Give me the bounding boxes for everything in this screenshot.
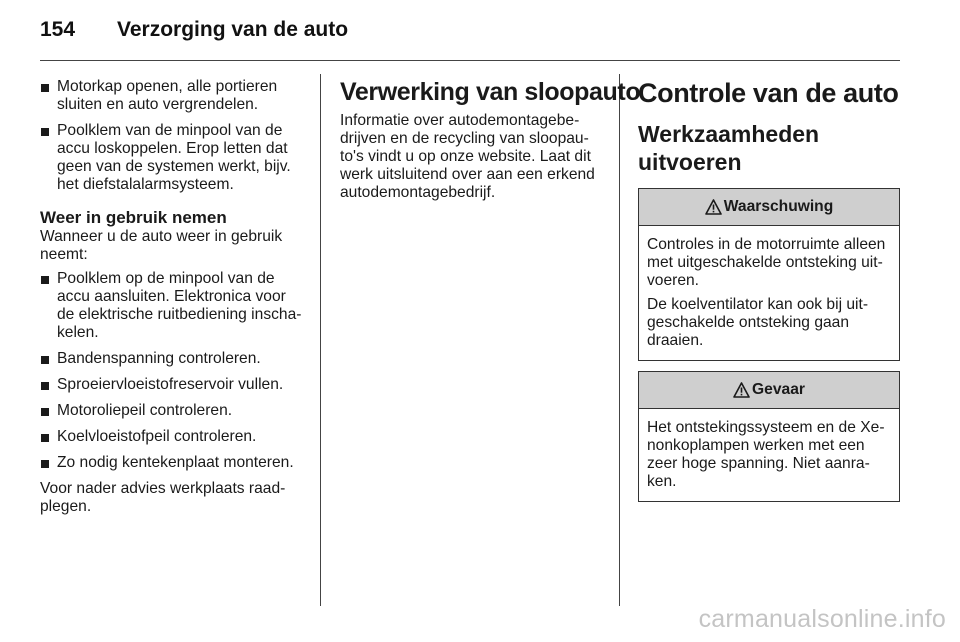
column-divider-1 <box>320 74 321 606</box>
warning-body <box>639 226 899 360</box>
intro-text: Wanneer u de auto weer in gebruik neemt: <box>40 228 283 263</box>
warning-paragraph: Controles in de motorruimte alleen met uitgeschakelde ontsteking uitvoeren. <box>647 236 886 289</box>
list-item: Koelvloeistofpeil controleren. <box>40 428 306 446</box>
section-heading-sloopauto: Verwerking van sloopauto <box>340 78 641 106</box>
subsection-heading-werkzaamheden: Werkzaamheden uitvoeren <box>638 121 820 175</box>
column-2 <box>340 78 641 208</box>
warning-paragraph: De koelventilator kan ook bij uitgeschakelde ontsteking gaan draaien. <box>647 296 869 349</box>
list-item: Zo nodig kentekenplaat monteren. <box>40 454 306 472</box>
warning-triangle-icon <box>705 199 722 215</box>
warning-title: Waarschuwing <box>723 198 834 215</box>
warning-callout <box>638 188 900 361</box>
closing-text: Voor nader advies werkplaats raadplegen. <box>40 480 286 515</box>
list-item: Poolklem van de minpool van de accu loskoppelen. Erop letten dat geen van de systemen werkt, bijv. het diefstalalarmsysteem. <box>40 122 306 194</box>
danger-paragraph: Het ontstekingssysteem en de Xenonkoplampen werken met een zeer hoge spanning. Niet aanraken. <box>647 419 885 490</box>
danger-callout <box>638 371 900 502</box>
running-title: Verzorging van de auto <box>117 18 349 41</box>
list-item: Poolklem op de minpool van de accu aansluiten. Elektronica voor de elektrische ruitbediening inschakelen. <box>40 270 306 342</box>
square-bullet-icon <box>41 84 49 92</box>
square-bullet-icon <box>41 382 49 390</box>
list-item: Motoroliepeil controleren. <box>40 402 306 420</box>
square-bullet-icon <box>41 128 49 136</box>
bullet-list-storage <box>40 78 306 194</box>
watermark: carmanualsonline.info <box>698 605 946 633</box>
subheading-weer-in-gebruik: Weer in gebruik nemen <box>40 208 227 227</box>
list-item: Bandenspanning controleren. <box>40 350 306 368</box>
list-item: Motorkap openen, alle portieren sluiten en auto vergrendelen. <box>40 78 306 114</box>
sloopauto-body: Informatie over autodemontagebedrijven en de recycling van sloopauto's vindt u op onze website. Laat dit werk uitsluitend over aan een erkend autodemontagebedrijf. <box>340 112 595 201</box>
warning-header <box>639 189 899 226</box>
column-divider-2 <box>619 74 620 606</box>
list-item: Sproeiervloeistofreservoir vullen. <box>40 376 306 394</box>
danger-body <box>639 409 899 501</box>
square-bullet-icon <box>41 276 49 284</box>
square-bullet-icon <box>41 460 49 468</box>
danger-title: Gevaar <box>752 381 805 398</box>
column-1 <box>40 78 306 522</box>
section-heading-controle: Controle van de auto <box>638 78 899 108</box>
danger-header <box>639 372 899 409</box>
column-3 <box>638 78 900 512</box>
square-bullet-icon <box>41 356 49 364</box>
square-bullet-icon <box>41 408 49 416</box>
page-number: 154 <box>40 18 76 41</box>
square-bullet-icon <box>41 434 49 442</box>
header-rule <box>40 60 900 61</box>
warning-triangle-icon <box>733 382 750 398</box>
bullet-list-reuse <box>40 270 306 472</box>
